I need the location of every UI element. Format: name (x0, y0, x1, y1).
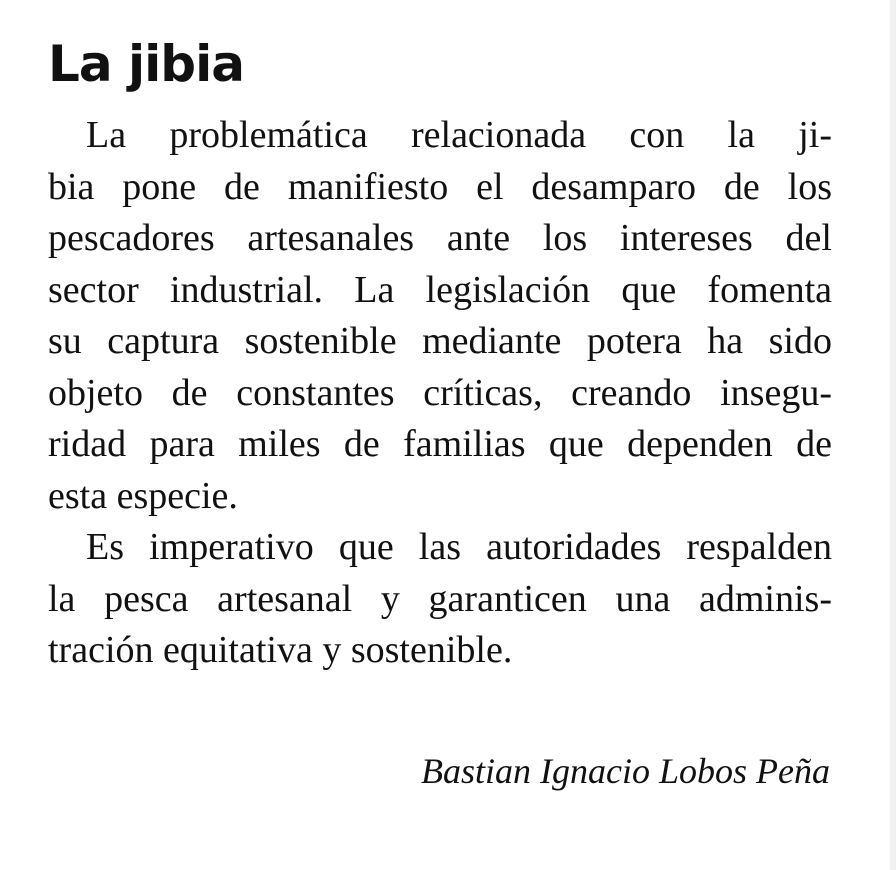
paragraph-1 (48, 110, 832, 522)
paragraph-line: objeto de constantes críticas, creando insegu- (48, 371, 832, 414)
paragraph-line: La problemática relacionada con la ji- (86, 114, 832, 156)
paragraph-line: esta especie. (48, 474, 238, 517)
letter-article (48, 28, 832, 677)
author-signature: Bastian Ignacio Lobos Peña (421, 751, 830, 791)
article-title: La jibia (48, 35, 244, 93)
page-edge (890, 0, 896, 870)
paragraph-line: tración equitativa y sostenible. (48, 629, 513, 671)
paragraph-2 (48, 522, 832, 677)
paragraph-line: sector industrial. La legislación que fomenta (48, 268, 832, 311)
paragraph-line: la pesca artesanal y garanticen una adminis- (48, 577, 832, 620)
paragraph-line: Es imperativo que las autoridades respalden (86, 526, 832, 568)
paragraph-line: su captura sostenible mediante potera ha sido (48, 320, 832, 362)
paragraph-line: bia pone de manifiesto el desamparo de los (48, 165, 832, 208)
paragraph-line: pescadores artesanales ante los intereses del (48, 217, 832, 259)
paragraph-line: ridad para miles de familias que dependen de (48, 423, 832, 465)
